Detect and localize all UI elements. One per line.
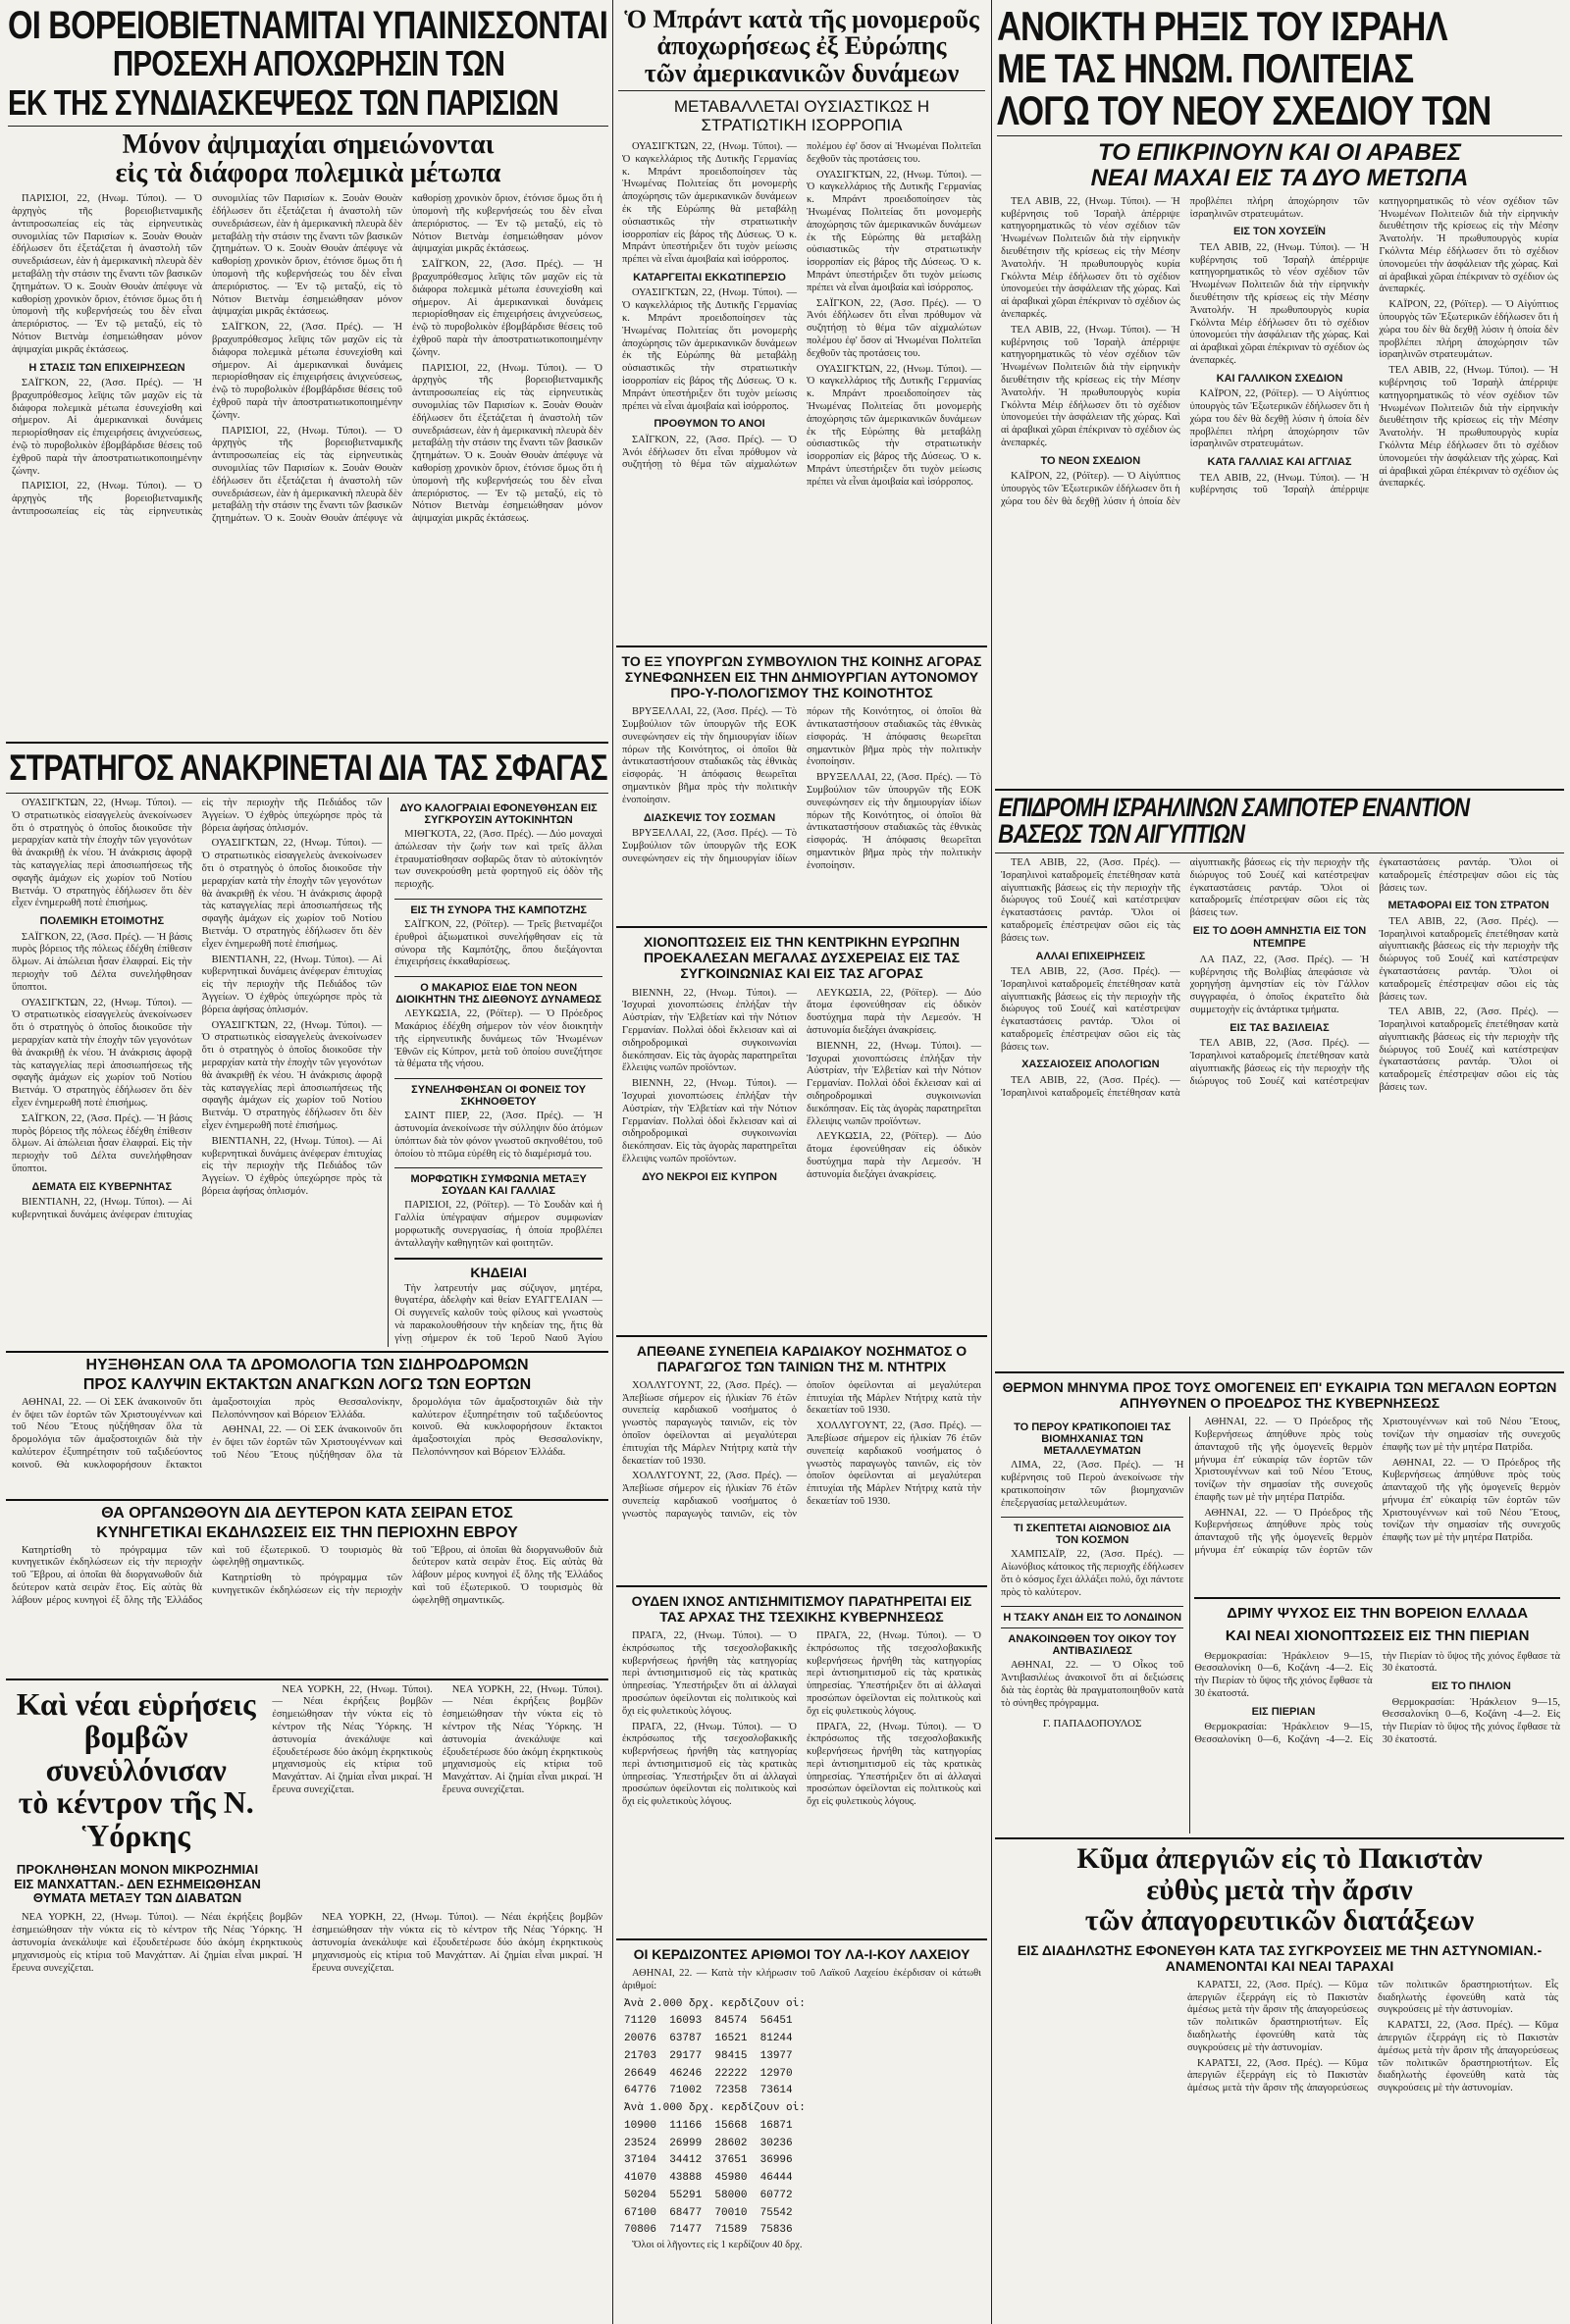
pakistan-subheadline: ΕΙΣ ΔΙΑΔΗΛΩΤΗΣ ΕΦΟΝΕΥΘΗ ΚΑΤΑ ΤΑΣ ΣΥΓΚΡΟΥΣΕΙΣ ΜΕ ΤΗΝ ΑΣΤΥΝΟΜΙΑΝ.- ΑΝΑΜΕΝΟΝΤΑΙ ΚΑΙ ΝΕΑΙ ΤΑΡΑΧΑΙ <box>1017 1941 1543 1974</box>
article-text: ΠΡΑΓΑ, 22, (Ηνωμ. Τύποι). — Ὁ ἐκπρόσωπος τῆς τσεχοσλοβακικῆς κυβερνήσεως ἠρνήθη τὰς κατηγορίας περὶ ἀντισημιτισμοῦ εἰς τὰς κρατικὰς ὑπηρεσίας. Ὑπεστήριξεν ὅτι αἱ ἀλλαγαὶ προσώπων ὀφείλονται εἰς πολιτικοὺς καὶ ὄχι εἰς φυλετικοὺς λόγους. <box>807 1721 981 1808</box>
subheading: ΚΑΤΑ ΓΑΛΛΙΑΣ ΚΑΙ ΑΓΓΛΙΑΣ <box>1207 456 1352 469</box>
short-news-title: ΤΙ ΣΚΕΠΤΕΤΑΙ ΑΙΩΝΟΒΙΟΣ ΔΙΑ ΤΟΝ ΚΟΣΜΟΝ <box>1014 1523 1172 1547</box>
common-market-headline: ΤΟ ΕΞ ΥΠΟΥΡΓΩΝ ΣΥΜΒΟΥΛΙΟΝ ΤΗΣ ΚΟΙΝΗΣ ΑΓΟΡΑΣ ΣΥΝΕΦΩΝΗΣΕΝ ΕΙΣ ΤΗΝ ΔΗΜΙΟΥΡΓΙΑΝ ΑΥΤΟΝΟΜΟΥ ΠΡΟ-Υ-ΠΟΛΟΓΙΣΜΟΥ ΤΗΣ ΚΟΙΝΟΤΗΤΟΣ <box>621 652 982 701</box>
article-text: ΟΥΑΣΙΓΚΤΩΝ, 22, (Ηνωμ. Τύποι). — Ὁ καγκελλάριος τῆς Δυτικῆς Γερμανίας κ. Μπράντ προειδοποίησεν τὰς Ἡνωμένας Πολιτείας ὅτι μονομερὴς ἀποχώρησις τῶν ἀμερικανικῶν δυνάμεων ἐκ τῆς Εὐρώπης θὰ μεταβάλῃ οὐσιαστικῶς τὴν στρατιωτικὴν ἰσορροπίαν εἰς βάρος τῆς Δύσεως. Ὁ κ. Μπράντ ὑπεστήριξεν ὅτι τυχὸν μείωσις πρέπει νὰ εἶναι ἀμοιβαία καὶ ἰσόρροπος. <box>622 140 797 266</box>
short-news-column <box>995 1417 1189 1833</box>
article-text: Θερμοκρασίαι: Ἡράκλειον 9—15, Θεσσαλονίκη 0—6, Κοζάνη -4—2. Εἰς τὴν Πιερίαν τὸ ὕψος τῆς χιόνος ἔφθασε τὰ 30 ἑκατοστά. <box>1382 1696 1560 1745</box>
israel-deck-1: ΤΟ ΕΠΙΚΡΙΝΟΥΝ ΚΑΙ ΟΙ ΑΡΑΒΕΣ <box>1097 139 1462 167</box>
article-body <box>6 1545 608 1675</box>
article-text: Θερμοκρασίαι: Ἡράκλειον 9—15, Θεσσαλονίκη 0—6, Κοζάνη -4—2. Εἰς τὴν Πιερίαν τὸ ὕψος τῆς χιόνος ἔφθασε τὰ 30 ἑκατοστά. <box>1194 1650 1373 1699</box>
article-text: ΒΙΕΝΝΗ, 22, (Ηνωμ. Τύποι). — Ἰσχυραὶ χιονοπτώσεις ἐπλήξαν τὴν Αὐστρίαν, τὴν Ἑλβετίαν καὶ τὴν Νότιον Γερμανίαν. Πολλαὶ ὁδοὶ ἔκλεισαν καὶ αἱ σιδηροδρομικαὶ συγκοινωνίαι διεκόπησαν. Εἰς τὰς ἀγορὰς παρατηρεῖται ἔλλειψις νωπῶν προϊόντων. <box>622 1078 797 1164</box>
article-text: ΒΙΕΝΝΗ, 22, (Ηνωμ. Τύποι). — Ἰσχυραὶ χιονοπτώσεις ἐπλήξαν τὴν Αὐστρίαν, τὴν Ἑλβετίαν καὶ τὴν Νότιον Γερμανίαν. Πολλαὶ ὁδοὶ ἔκλεισαν καὶ αἱ σιδηροδρομικαὶ συγκοινωνίαι διεκόπησαν. Εἰς τὰς ἀγορὰς παρατηρεῖται ἔλλειψις νωπῶν προϊόντων. <box>622 987 797 1074</box>
column-rule <box>991 0 992 2324</box>
lottery-row: 70806 71477 71589 75836 <box>624 2224 793 2237</box>
pakistan-headline-3: τῶν ἀπαγορευτικῶν διατάξεων <box>1084 1904 1475 1937</box>
article-text: ΒΡΥΞΕΛΛΑΙ, 22, (Ἀσσ. Πρές). — Τὸ Συμβούλιον τῶν ὑπουργῶν τῆς ΕΟΚ συνεφώνησεν εἰς τὴν δημιουργίαν ἰδίων πόρων τῆς Κοινότητος, οἱ ὁποῖοι θὰ ἀντικαταστήσουν σταδιακῶς τὰς ἐθνικὰς εἰσφοράς. Ἡ ἀπόφασις θεωρεῖται σημαντικὸν βῆμα πρὸς τὴν πολιτικὴν ἑνοποίησιν. <box>622 706 797 805</box>
article-text: ΒΙΕΝΤΙΑΝΗ, 22, (Ηνωμ. Τύποι). — Αἱ κυβερνητικαὶ δυνάμεις ἀνέφεραν ἐπιτυχίας εἰς τὴν περιοχὴν τῆς Πεδιάδος τῶν Ἀγγείων. Ὁ ἐχθρὸς ὑπεχώρησε πρὸς τὰ βόρεια ἀφήσας ὀπλισμόν. <box>201 1135 383 1197</box>
article-body <box>616 1380 987 1581</box>
article-text: ΣΑΪΓΚΟΝ, 22, (Ἀσσ. Πρές). — Ἡ βραχυπρόθεσμος λεῖψις τῶν μαχῶν εἰς τὰ διάφορα πολεμικὰ μέτωπα ἐσυνεχίσθη καὶ σήμερον. Αἱ ἀμερικανικαὶ δυνάμεις περιορίσθησαν εἰς ἐπιχειρήσεις ἀνιχνεύσεως, ἐνῷ τὸ πυροβολικὸν ἐβομβάρδισε θέσεις τοῦ ἐχθροῦ παρὰ τὴν ἀποστρατιωτικοποιημένην ζώνην. <box>212 322 402 421</box>
article-body <box>6 1912 608 2059</box>
article-body <box>1001 1660 1183 1713</box>
article-body <box>616 988 987 1331</box>
article-body <box>6 798 388 1347</box>
short-news-title: ΔΥΟ ΚΑΛΟΓΡΑΙΑΙ ΕΦΟΝΕΥΘΗΣΑΝ ΕΙΣ ΣΥΓΚΡΟΥΣΙΝ ΑΥΤΟΚΙΝΗΤΩΝ <box>399 802 598 827</box>
article-text: ΤΕΛ ΑΒΙΒ, 22, (Ἀσσ. Πρές). — Ἰσραηλινοὶ καταδρομεῖς ἐπετέθησαν κατὰ αἰγυπτιακῆς βάσεως εἰς τὴν περιοχὴν τῆς διώρυγος τοῦ Σουέζ καὶ κατέστρεψαν ἐγκαταστάσεις ραντάρ. Ὅλοι οἱ καταδρομεῖς ἐπέστρεψαν σῶοι εἰς τὰς βάσεις των. <box>1379 1007 1558 1094</box>
short-news-column <box>389 798 608 1347</box>
bombs-headline-2: συνεὑλόνισαν <box>45 1751 227 1787</box>
subheading: ΔΥΟ ΝΕΚΡΟΙ ΕΙΣ ΚΥΠΡΟΝ <box>642 1170 777 1183</box>
article-text: ΛΕΥΚΩΣΙΑ, 22, (Ρόϊτερ). — Δύο ἄτομα ἐφονεύθησαν εἰς ὁδικὸν δυστύχημα παρὰ τὴν Λεμεσόν. Ἡ ἀστυνομία διεξάγει ἀνακρίσεις. <box>807 987 981 1036</box>
article-text: ΒΡΥΞΕΛΛΑΙ, 22, (Ἀσσ. Πρές). — Τὸ Συμβούλιον τῶν ὑπουργῶν τῆς ΕΟΚ συνεφώνησεν εἰς τὴν δημιουργίαν ἰδίων πόρων τῆς Κοινότητος, οἱ ὁποῖοι θὰ ἀντικαταστήσουν σταδιακῶς τὰς ἐθνικὰς εἰσφοράς. Ἡ ἀπόφασις θεωρεῖται σημαντικὸν βῆμα πρὸς τὴν πολιτικὴν ἑνοποίησιν. <box>622 706 981 864</box>
brandt-headline-1: Ὁ Μπράντ κατὰ τῆς μονομεροῦς <box>624 5 979 33</box>
section-headline-hunting-2: ΚΥΝΗΓΕΤΙΚΑΙ ΕΚΔΗΛΩΣΕΙΣ ΕΙΣ ΤΗΝ ΠΕΡΙΟΧΗΝ ΕΒΡΟΥ <box>96 1524 518 1542</box>
article-text: Κατηρτίσθη τὸ πρόγραμμα τῶν κυνηγετικῶν ἐκδηλώσεων εἰς τὴν περιοχὴν τοῦ Ἕβρου, αἱ ὁποῖαι θὰ διοργανωθοῦν διὰ δεύτερον κατὰ σειρὰν ἔτος. Εἰς αὐτὰς θὰ λάβουν μέρος κυνηγοὶ ἐξ ὅλης τῆς Ἑλλάδος καὶ τοῦ ἐξωτερικοῦ. Ὁ τουρισμὸς θὰ ὠφεληθῇ σημαντικῶς. <box>212 1544 602 1606</box>
article-text: ΛΕΥΚΩΣΙΑ, 22, (Ρόϊτερ). — Δύο ἄτομα ἐφονεύθησαν εἰς ὁδικὸν δυστύχημα παρὰ τὴν Λεμεσόν. Ἡ ἀστυνομία διεξάγει ἀνακρίσεις. <box>807 1131 981 1180</box>
article-text: ΒΙΕΝΤΙΑΝΗ, 22, (Ηνωμ. Τύποι). — Αἱ κυβερνητικαὶ δυνάμεις ἀνέφεραν ἐπιτυχίας εἰς τὴν περιοχὴν τῆς Πεδιάδος τῶν Ἀγγείων. Ὁ ἐχθρὸς ὑπεχώρησε πρὸς τὰ βόρεια ἀφήσας ὀπλισμόν. <box>12 798 383 1220</box>
article-text: ΠΡΑΓΑ, 22, (Ηνωμ. Τύποι). — Ὁ ἐκπρόσωπος τῆς τσεχοσλοβακικῆς κυβερνήσεως ἠρνήθη τὰς κατηγορίας περὶ ἀντισημιτισμοῦ εἰς τὰς κρατικὰς ὑπηρεσίας. Ὑπεστήριξεν ὅτι αἱ ἀλλαγαὶ προσώπων ὀφείλονται εἰς πολιτικοὺς καὶ ὄχι εἰς φυλετικοὺς λόγους. <box>807 1629 981 1717</box>
article-text: ΤΕΛ ΑΒΙΒ, 22, (Ηνωμ. Τύποι). — Ἡ κυβέρνησις τοῦ Ἰσραὴλ ἀπέρριψε κατηγορηματικῶς τὸ νέον σχέδιον τῶν Ἡνωμένων Πολιτειῶν διὰ τὴν εἰρηνικὴν διευθέτησιν τῆς κρίσεως εἰς τὴν Μέσην Ἀνατολήν. Ἡ πρωθυπουργὸς κυρία Γκόλντα Μέιρ ἐδήλωσεν ὅτι τὸ σχέδιον ὑπονομεύει τὴν ἀσφάλειαν τῆς χώρας. Καὶ αἱ ἀραβικαὶ χῶραι ἐπέκριναν τὸ σχέδιον ὡς ἀνεπαρκές. <box>1379 365 1558 490</box>
article-text: ΚΑΡΑΤΣΙ, 22, (Ἀσσ. Πρές). — Κῦμα ἀπεργιῶν ἐξερράγη εἰς τὸ Πακιστὰν ἀμέσως μετὰ τὴν ἄρσιν τῆς ἀπαγορεύσεως τῶν πολιτικῶν δραστηριοτήτων. Εἷς διαδηλωτὴς ἐφονεύθη κατὰ τὰς συγκρούσεις μὲ τὴν ἀστυνομίαν. <box>1378 2020 1558 2094</box>
short-news-title: ΣΥΝΕΛΗΦΘΗΣΑΝ ΟΙ ΦΟΝΕΙΣ ΤΟΥ ΣΚΗΝΟΘΕΤΟΥ <box>411 1084 587 1109</box>
lottery-row: 21703 29177 98415 13977 <box>624 2049 793 2062</box>
article-body <box>1194 1417 1560 1593</box>
israel-headline-1: ΑΝΟΙΚΤΗ ΡΗΞΙΣ ΤΟΥ ΙΣΡΑΗΛ <box>997 3 1447 49</box>
article-text: ΧΟΛΛΥΓΟΥΝΤ, 22, (Ἀσσ. Πρές). — Ἀπεβίωσε σήμερον εἰς ἡλικίαν 76 ἐτῶν συνεπείᾳ καρδιακοῦ νοσήματος ὁ γνωστὸς παραγωγὸς ταινιῶν, εἰς τὸν ὁποῖον ὀφείλονται αἱ μεγαλύτεραι ἐπιτυχίαι τῆς Μάρλεν Ντήτριχ κατὰ τὴν δεκαετίαν τοῦ 1930. <box>807 1420 981 1507</box>
subheading: Η ΣΤΑΣΙΣ ΤΩΝ ΕΠΙΧΕΙΡΗΣΕΩΝ <box>28 361 185 374</box>
article-text: ΝΕΑ ΥΟΡΚΗ, 22, (Ηνωμ. Τύποι). — Νέαι ἐκρήξεις βομβῶν ἐσημειώθησαν τὴν νύκτα εἰς τὸ κέντρον τῆς Νέας Ὑόρκης. Ἡ ἀστυνομία ἀνεκάλυψε καὶ ἐξουδετέρωσε δύο ἀκόμη ἐκρηκτικοὺς μηχανισμοὺς εἰς κτίρια τοῦ Μανχάτταν. Αἱ ζημίαι εἶναι μικραί. Ἡ ἔρευνα συνεχίζεται. <box>442 1683 602 1795</box>
article-body <box>1001 1549 1183 1602</box>
left-top-headline <box>6 0 608 187</box>
article-text: ΣΑΪΓΚΟΝ, 22, (Ἀσσ. Πρές). — Ἡ βραχυπρόθεσμος λεῖψις τῶν μαχῶν εἰς τὰ διάφορα πολεμικὰ μέτωπα ἐσυνεχίσθη καὶ σήμερον. Αἱ ἀμερικανικαὶ δυνάμεις περιορίσθησαν εἰς ἐπιχειρήσεις ἀνιχνεύσεως, ἐνῷ τὸ πυροβολικὸν ἐβομβάρδισε θέσεις τοῦ ἐχθροῦ παρὰ τὴν ἀποστρατιωτικοποιημένην ζώνην. <box>412 259 602 358</box>
subheading: ΤΟ ΝΕΟΝ ΣΧΕΔΙΟΝ <box>1040 454 1141 467</box>
deck-line-2: εἰς τὰ διάφορα πολεμικὰ μέτωπα <box>115 157 501 188</box>
article-text: ΟΥΑΣΙΓΚΤΩΝ, 22, (Ηνωμ. Τύποι). — Ὁ στρατιωτικὸς εἰσαγγελεὺς ἀνεκοίνωσεν ὅτι ὁ στρατηγὸς ὁ ὁποῖος διοικοῦσε τὴν μεραρχίαν κατὰ τὴν ἐποχὴν τῶν γεγονότων θὰ ἀνακριθῇ ἐκ νέου. Ἡ ἀνάκρισις ἀφορᾷ τὰς καταγγελίας περὶ ἀποσιωπήσεως τῆς σφαγῆς ἀμάχων εἰς χωρίον τοῦ Νοτίου Βιετνάμ. Ὁ στρατηγὸς ἐδήλωσεν ὅτι δὲν εἶχεν ἐνημερωθῆ ποτὲ ἐπισήμως. <box>201 1019 383 1131</box>
article-text: ΠΑΡΙΣΙΟΙ, 22, (Ηνωμ. Τύποι). — Ὁ ἀρχηγὸς τῆς βορειοβιετναμικῆς ἀντιπροσωπείας εἰς τὰς εἰρηνευτικὰς συνομιλίας τῶν Παρισίων κ. Ξουὰν Θουὰν ἐδήλωσεν ὅτι ἐξετάζεται ἡ ἀναστολὴ τῶν συνεδριάσεων, ἐὰν ἡ ἀμερικανικὴ πλευρὰ δὲν μεταβάλῃ τὴν στάσιν της ἔναντι τῶν βασικῶν ζητημάτων. Ὁ κ. Ξουὰν Θουὰν ἀπέφυγε νὰ καθορίσῃ χρονικὸν ὅριον, ἐτόνισε ὅμως ὅτι ἡ ὑπομονὴ τῆς κυβερνήσεώς του δὲν εἶναι ἀπεριόριστος. — Ἐν τῷ μεταξύ, εἰς τὸ Νότιον Βιετνὰμ ἐσημειώθησαν μόνον ἀψιμαχίαι μικρᾶς ἐκτάσεως. <box>412 362 602 525</box>
article-body <box>394 919 602 972</box>
lottery-row: 26649 46246 22222 12970 <box>624 2067 793 2080</box>
article-text: ΟΥΑΣΙΓΚΤΩΝ, 22, (Ηνωμ. Τύποι). — Ὁ καγκελλάριος τῆς Δυτικῆς Γερμανίας κ. Μπράντ προειδοποίησεν τὰς Ἡνωμένας Πολιτείας ὅτι μονομερὴς ἀποχώρησις τῶν ἀμερικανικῶν δυνάμεων ἐκ τῆς Εὐρώπης θὰ μεταβάλῃ οὐσιαστικῶς τὴν στρατιωτικὴν ἰσορροπίαν εἰς βάρος τῆς Δύσεως. Ὁ κ. Μπράντ ὑπεστήριξεν ὅτι τυχὸν μείωσις πρέπει νὰ εἶναι ἀμοιβαία καὶ ἰσόρροπος. <box>807 169 981 293</box>
subheading: ΧΑΣΣΑΙΟΣΕΙΣ ΑΠΟΛΟΓΙΩΝ <box>1021 1059 1160 1071</box>
article-body <box>616 141 987 642</box>
deck-line-1: Μόνον ἀψιμαχίαι σημειώνονται <box>122 129 495 160</box>
article-text: ΑΘΗΝΑΙ, 22. — Ὁ Οἶκος τοῦ Ἀντιβασιλέως ἀνακοινοῖ ὅτι αἱ δεξιώσεις διὰ τὰς ἑορτὰς θὰ πραγματοποιηθοῦν κατὰ τὸ σύνηθες πρόγραμμα. <box>1001 1660 1184 1709</box>
subheading: ΕΙΣ ΤΟ ΠΗΛΙΟΝ <box>1431 1680 1511 1693</box>
article-text: ΚΑΡΑΤΣΙ, 22, (Ἀσσ. Πρές). — Κῦμα ἀπεργιῶν ἐξερράγη εἰς τὸ Πακιστὰν ἀμέσως μετὰ τὴν ἄρσιν τῆς ἀπαγορεύσεως τῶν πολιτικῶν δραστηριοτήτων. Εἷς διαδηλωτὴς ἐφονεύθη κατὰ τὰς συγκρούσεις μὲ τὴν ἀστυνομίαν. <box>1187 1979 1558 2094</box>
article-text: ΣΑΪΓΚΟΝ, 22, (Ἀσσ. Πρές). — Ἡ βάσις πυρὸς βόρειος τῆς πόλεως ἐδέχθη ἐπίθεσιν ὅλμων. Αἱ ἀπώλειαι ἦσαν ἐλαφραί. Εἰς τὴν περιοχὴν τοῦ Δέλτα συνελήφθησαν ὕποπτοι. <box>12 931 192 993</box>
article-text: ΤΕΛ ΑΒΙΒ, 22, (Ἀσσ. Πρές). — Ἰσραηλινοὶ καταδρομεῖς ἐπετέθησαν κατὰ αἰγυπτιακῆς βάσεως εἰς τὴν περιοχὴν τῆς διώρυγος τοῦ Σουέζ καὶ κατέστρεψαν ἐγκαταστάσεις ραντάρ. Ὅλοι οἱ καταδρομεῖς ἐπέστρεψαν σῶοι εἰς τὰς βάσεις των. <box>1001 856 1180 944</box>
article-body <box>266 1684 608 1832</box>
article-text: ΣΑΪΓΚΟΝ, 22, (Ἀσσ. Πρές). — Ἡ βραχυπρόθεσμος λεῖψις τῶν μαχῶν εἰς τὰ διάφορα πολεμικὰ μέτωπα ἐσυνεχίσθη καὶ σήμερον. Αἱ ἀμερικανικαὶ δυνάμεις περιορίσθησαν εἰς ἐπιχειρήσεις ἀνιχνεύσεως, ἐνῷ τὸ πυροβολικὸν ἐβομβάρδισε θέσεις τοῦ ἐχθροῦ παρὰ τὴν ἀποστρατιωτικοποιημένην ζώνην. <box>12 378 202 477</box>
article-text: ΑΘΗΝΑΙ, 22. — Οἱ ΣΕΚ ἀνακοινοῦν ὅτι ἐν ὄψει τῶν ἑορτῶν τῶν Χριστουγέννων καὶ τοῦ Νέου Ἔτους ηὐξήθησαν ὅλα τὰ δρομολόγια τῶν ἀμαξοστοιχιῶν διὰ τὴν καλύτερον ἐξυπηρέτησιν τοῦ ταξιδεύοντος κοινοῦ. Θὰ κυκλοφορήσουν ἔκτακτοι ἀμαξοστοιχίαι πρὸς Θεσσαλονίκην, Πελοπόννησον καὶ Βόρειον Ἑλλάδα. <box>212 1396 602 1461</box>
brandt-headline-2: ἀποχωρήσεως ἐξ Εὐρώπης <box>656 31 947 61</box>
subheading: ΕΙΣ ΤΑΣ ΒΑΣΙΛΕΙΑΣ <box>1230 1021 1330 1034</box>
article-text: ΣΑΪΓΚΟΝ, 22, (Ρόϊτερ). — Τρεῖς βιετναμέζοι ἐρυθροὶ ἀξιωματικοὶ συνελήφθησαν εἰς τὰ σύνορα τῆς Καμπότζης, ὅπου διεξάγονται ἐπιχειρήσεις ἐκκαθαρίσεως. <box>394 919 603 968</box>
article-text: ΧΟΛΛΥΓΟΥΝΤ, 22, (Ἀσσ. Πρές). — Ἀπεβίωσε σήμερον εἰς ἡλικίαν 76 ἐτῶν συνεπείᾳ καρδιακοῦ νοσήματος ὁ γνωστὸς παραγωγὸς ταινιῶν, εἰς τὸν ὁποῖον ὀφείλονται αἱ μεγαλύτεραι ἐπιτυχίαι τῆς Μάρλεν Ντήτριχ κατὰ τὴν δεκαετίαν τοῦ 1930. <box>622 1379 981 1520</box>
article-text: ΟΥΑΣΙΓΚΤΩΝ, 22, (Ηνωμ. Τύποι). — Ὁ στρατιωτικὸς εἰσαγγελεὺς ἀνεκοίνωσεν ὅτι ὁ στρατηγὸς ὁ ὁποῖος διοικοῦσε τὴν μεραρχίαν κατὰ τὴν ἐποχὴν τῶν γεγονότων θὰ ἀνακριθῇ ἐκ νέου. Ἡ ἀνάκρισις ἀφορᾷ τὰς καταγγελίας περὶ ἀποσιωπήσεως τῆς σφαγῆς ἀμάχων εἰς χωρίον τοῦ Νοτίου Βιετνάμ. Ὁ στρατηγὸς ἐδήλωσεν ὅτι δὲν εἶχεν ἐνημερωθῆ ποτὲ ἐπισήμως. <box>201 838 383 950</box>
lottery-row: 50204 55291 58000 60772 <box>624 2189 793 2201</box>
lottery-row: 41070 43888 45980 46444 <box>624 2172 793 2185</box>
article-text: ΟΥΑΣΙΓΚΤΩΝ, 22, (Ηνωμ. Τύποι). — Ὁ στρατιωτικὸς εἰσαγγελεὺς ἀνεκοίνωσεν ὅτι ὁ στρατηγὸς ὁ ὁποῖος διοικοῦσε τὴν μεραρχίαν κατὰ τὴν ἐποχὴν τῶν γεγονότων θὰ ἀνακριθῇ ἐκ νέου. Ἡ ἀνάκρισις ἀφορᾷ τὰς καταγγελίας περὶ ἀποσιωπήσεως τῆς σφαγῆς ἀμάχων εἰς χωρίον τοῦ Νοτίου Βιετνάμ. Ὁ στρατηγὸς ἐδήλωσεν ὅτι δὲν εἶχεν ἐνημερωθῆ ποτὲ ἐπισήμως. <box>12 997 192 1109</box>
obituaries-body <box>394 1283 602 1347</box>
israel-headline-3: ΛΟΓΩ ΤΟΥ ΝΕΟΥ ΣΧΕΔΙΟΥ ΤΩΝ <box>997 86 1492 133</box>
section-headline-general: ΣΤΡΑΤΗΓΟΣ ΑΝΑΚΡΙΝΕΤΑΙ ΔΙΑ ΤΑΣ ΣΦΑΓΑΣ <box>9 748 607 789</box>
left-column <box>6 0 608 2059</box>
article-text: ΣΑΙΝΤ ΠΙΕΡ, 22, (Ἀσσ. Πρές). — Ἡ ἀστυνομία ἀνεκοίνωσε τὴν σύλληψιν δύο ἀτόμων ὑπόπτων διὰ τὸν φόνον γνωστοῦ σκηνοθέτου, τοῦ ὁποίου τὸ πτῶμα εὑρέθη εἰς τὸ διαμέρισμά του. <box>394 1110 603 1160</box>
article-text: ΠΑΡΙΣΙΟΙ, 22, (Ηνωμ. Τύποι). — Ὁ ἀρχηγὸς τῆς βορειοβιετναμικῆς ἀντιπροσωπείας εἰς τὰς εἰρηνευτικὰς συνομιλίας τῶν Παρισίων κ. Ξουὰν Θουὰν ἐδήλωσεν ὅτι ἐξετάζεται ἡ ἀναστολὴ τῶν συνεδριάσεων, ἐὰν ἡ ἀμερικανικὴ πλευρὰ δὲν μεταβάλῃ τὴν στάσιν της ἔναντι τῶν βασικῶν ζητημάτων. Ὁ κ. Ξουὰν Θουὰν ἀπέφυγε νὰ καθορίσῃ χρονικὸν ὅριον, ἐτόνισε ὅμως ὅτι ἡ ὑπομονὴ τῆς κυβερνήσεώς του δὲν εἶναι ἀπεριόριστος. — Ἐν τῷ μεταξύ, εἰς τὸ Νότιον Βιετνὰμ ἐσημειώθησαν μόνον ἀψιμαχίαι μικρᾶς ἐκτάσεως. <box>12 193 202 355</box>
lottery-row: 64776 71002 72358 73614 <box>624 2085 793 2097</box>
article-text: ΧΟΛΛΥΓΟΥΝΤ, 22, (Ἀσσ. Πρές). — Ἀπεβίωσε σήμερον εἰς ἡλικίαν 76 ἐτῶν συνεπείᾳ καρδιακοῦ νοσήματος ὁ γνωστὸς παραγωγὸς ταινιῶν, εἰς τὸν ὁποῖον ὀφείλονται αἱ μεγαλύτεραι ἐπιτυχίαι τῆς Μάρλεν Ντήτριχ κατὰ τὴν δεκαετίαν τοῦ 1930. <box>622 1379 797 1467</box>
article-text: ΒΙΕΝΝΗ, 22, (Ηνωμ. Τύποι). — Ἰσχυραὶ χιονοπτώσεις ἐπλήξαν τὴν Αὐστρίαν, τὴν Ἑλβετίαν καὶ τὴν Νότιον Γερμανίαν. Πολλαὶ ὁδοὶ ἔκλεισαν καὶ αἱ σιδηροδρομικαὶ συγκοινωνίαι διεκόπησαν. Εἰς τὰς ἀγορὰς παρατηρεῖται ἔλλειψις νωπῶν προϊόντων. <box>807 1040 981 1127</box>
headline-line-3: ΕΚ ΤΗΣ ΣΥΝΔΙΑΣΚΕΨΕΩΣ ΤΩΝ ΠΑΡΙΣΙΩΝ <box>8 81 558 123</box>
lottery-row: Ἀνὰ 1.000 δρχ. κερδίζουν οἱ: <box>624 2102 806 2115</box>
article-text: ΤΕΛ ΑΒΙΒ, 22, (Ηνωμ. Τύποι). — Ἡ κυβέρνησις τοῦ Ἰσραὴλ ἀπέρριψε κατηγορηματικῶς τὸ νέον σχέδιον τῶν Ἡνωμένων Πολιτειῶν διὰ τὴν εἰρηνικὴν διευθέτησιν τῆς κρίσεως εἰς τὴν Μέσην Ἀνατολήν. Ἡ πρωθυπουργὸς κυρία Γκόλντα Μέιρ ἐδήλωσεν ὅτι τὸ σχέδιον ὑπονομεύει τὴν ἀσφάλειαν τῆς χώρας. Καὶ αἱ ἀραβικαὶ χῶραι ἐπέκριναν τὸ σχέδιον ὡς ἀνεπαρκές. <box>1001 195 1180 321</box>
article-text: ΤΕΛ ΑΒΙΒ, 22, (Ἀσσ. Πρές). — Ἰσραηλινοὶ καταδρομεῖς ἐπετέθησαν κατὰ αἰγυπτιακῆς βάσεως εἰς τὴν περιοχὴν τῆς διώρυγος τοῦ Σουέζ καὶ κατέστρεψαν ἐγκαταστάσεις ραντάρ. Ὅλοι οἱ καταδρομεῖς ἐπέστρεψαν σῶοι εἰς τὰς βάσεις των. <box>1379 915 1558 1003</box>
article-body <box>394 1008 602 1074</box>
article-text: ΛΕΥΚΩΣΙΑ, 22, (Ρόϊτερ). — Ὁ Πρόεδρος Μακάριος ἐδέχθη σήμερον τὸν νέον διοικητὴν τῆς εἰρηνευτικῆς δυνάμεως τῶν Ἡνωμένων Ἐθνῶν εἰς Κύπρον, μετὰ τοῦ ὁποίου συνεζήτησε τὰ θέματα τῆς νήσου. <box>394 1008 603 1070</box>
lottery-row: 10900 11166 15668 16871 <box>624 2119 793 2132</box>
article-body <box>1001 1460 1183 1513</box>
article-text: ΚΑΪΡΟΝ, 22, (Ρόϊτερ). — Ὁ Αἰγύπτιος ὑπουργὸς τῶν Ἐξωτερικῶν ἐδήλωσεν ὅτι ἡ χώρα του δὲν θὰ δεχθῇ λύσιν ἡ ὁποία δὲν προβλέπει πλήρη ἀποχώρησιν τῶν ἰσραηλινῶν στρατευμάτων. <box>1001 195 1370 507</box>
article-text: ΝΕΑ ΥΟΡΚΗ, 22, (Ηνωμ. Τύποι). — Νέαι ἐκρήξεις βομβῶν ἐσημειώθησαν τὴν νύκτα εἰς τὸ κέντρον τῆς Νέας Ὑόρκης. Ἡ ἀστυνομία ἀνεκάλυψε καὶ ἐξουδετέρωσε δύο ἀκόμη ἐκρηκτικοὺς μηχανισμοὺς εἰς κτίρια τοῦ Μανχάτταν. Αἱ ζημίαι εἶναι μικραί. Ἡ ἔρευνα συνεχίζεται. <box>12 1912 302 1974</box>
article-text: ΚΑΡΑΤΣΙ, 22, (Ἀσσ. Πρές). — Κῦμα ἀπεργιῶν ἐξερράγη εἰς τὸ Πακιστὰν ἀμέσως μετὰ τὴν ἄρσιν τῆς ἀπαγορεύσεως τῶν πολιτικῶν δραστηριοτήτων. Εἷς διαδηλωτὴς ἐφονεύθη κατὰ τὰς συγκρούσεις μὲ τὴν ἀστυνομίαν. <box>1187 1979 1368 2053</box>
article-text: ΑΘΗΝΑΙ, 22. — Κατὰ τὴν κλήρωσιν τοῦ Λαϊκοῦ Λαχείου ἐκέρδισαν οἱ κάτωθι ἀριθμοί: <box>622 1968 981 1991</box>
article-body <box>1181 1980 1564 2176</box>
article-body <box>1194 1651 1560 1808</box>
article-text: ΤΕΛ ΑΒΙΒ, 22, (Ηνωμ. Τύποι). — Ἡ κυβέρνησις τοῦ Ἰσραὴλ ἀπέρριψε κατηγορηματικῶς τὸ νέον σχέδιον τῶν Ἡνωμένων Πολιτειῶν διὰ τὴν εἰρηνικὴν διευθέτησιν τῆς κρίσεως εἰς τὴν Μέσην Ἀνατολήν. Ἡ πρωθυπουργὸς κυρία Γκόλντα Μέιρ ἐδήλωσεν ὅτι τὸ σχέδιον ὑπονομεύει τὴν ἀσφάλειαν τῆς χώρας. Καὶ αἱ ἀραβικαὶ χῶραι ἐπέκριναν τὸ σχέδιον ὡς ἀνεπαρκές. <box>1189 241 1370 367</box>
headline-line-1: ΟΙ ΒΟΡΕΙΟΒΙΕΤΝΑΜΙΤΑΙ ΥΠΑΙΝΙΣΣΟΝΤΑΙ <box>8 4 608 47</box>
israel-deck-2: ΝΕΑΙ ΜΑΧΑΙ ΕΙΣ ΤΑ ΔΥΟ ΜΕΤΩΠΑ <box>1090 164 1469 191</box>
article-text: ΑΘΗΝΑΙ, 22. — Ὁ Πρόεδρος τῆς Κυβερνήσεως ἀπηύθυνε πρὸς τοὺς ἀπανταχοῦ τῆς γῆς ὁμογενεῖς θερμὸν μήνυμα ἐπ' εὐκαιρίᾳ τῶν ἑορτῶν τῶν Χριστουγέννων καὶ τοῦ Νέου Ἔτους, τονίζων τὴν σημασίαν τῆς συνεχοῦς ἐπαφῆς των μὲ τὴν μητέρα Πατρίδα. <box>1194 1417 1373 1503</box>
pakistan-headline-2: εὐθὺς μετὰ τὴν ἄρσιν <box>1146 1873 1413 1906</box>
article-text: ΛΙΜΑ, 22, (Ἀσσ. Πρές). — Ἡ κυβέρνησις τοῦ Περοὺ ἀνεκοίνωσε τὴν κρατικοποίησιν τῶν βιομηχανιῶν ἐπεξεργασίας μεταλλευμάτων. <box>1001 1460 1184 1509</box>
israel-headline-2: ΜΕ ΤΑΣ ΗΝΩΜ. ΠΟΛΙΤΕΙΑΣ <box>997 44 1414 91</box>
article-body <box>995 196 1564 785</box>
snowfall-headline: ΧΙΟΝΟΠΤΩΣΕΙΣ ΕΙΣ ΤΗΝ ΚΕΝΤΡΙΚΗΝ ΕΥΡΩΠΗΝ ΠΡΟΕΚΑΛΕΣΑΝ ΜΕΓΑΛΑΣ ΔΥΣΧΕΡΕΙΑΣ ΕΙΣ ΤΑΣ ΣΥΓΚΟΙΝΩΝΙΑΣ ΚΑΙ ΕΙΣ ΤΑΣ ΑΓΟΡΑΣ <box>643 934 961 982</box>
article-text: ΑΘΗΝΑΙ, 22. — Ὁ Πρόεδρος τῆς Κυβερνήσεως ἀπηύθυνε πρὸς τοὺς ἀπανταχοῦ τῆς γῆς ὁμογενεῖς θερμὸν μήνυμα ἐπ' εὐκαιρίᾳ τῶν ἑορτῶν τῶν Χριστουγέννων καὶ τοῦ Νέου Ἔτους, τονίζων τὴν σημασίαν τῆς συνεχοῦς ἐπαφῆς των μὲ τὴν μητέρα Πατρίδα. <box>1382 1457 1560 1544</box>
obituaries-title: ΚΗΔΕΙΑΙ <box>470 1264 527 1280</box>
article-text: ΠΑΡΙΣΙΟΙ, 22, (Ηνωμ. Τύποι). — Ὁ ἀρχηγὸς τῆς βορειοβιετναμικῆς ἀντιπροσωπείας εἰς τὰς εἰρηνευτικὰς συνομιλίας τῶν Παρισίων κ. Ξουὰν Θουὰν ἐδήλωσεν ὅτι ἐξετάζεται ἡ ἀναστολὴ τῶν συνεδριάσεων, ἐὰν ἡ ἀμερικανικὴ πλευρὰ δὲν μεταβάλῃ τὴν στάσιν της ἔναντι τῶν βασικῶν ζητημάτων. Ὁ κ. Ξουὰν Θουὰν ἀπέφυγε νὰ καθορίσῃ χρονικὸν ὅριον, ἐτόνισε ὅμως ὅτι ἡ ὑπομονὴ τῆς κυβερνήσεώς του δὲν εἶναι ἀπεριόριστος. — Ἐν τῷ μεταξύ, εἰς τὸ Νότιον Βιετνὰμ ἐσημειώθησαν μόνον ἀψιμαχίαι μικρᾶς ἐκτάσεως. <box>12 193 402 518</box>
right-column <box>995 0 1564 2176</box>
brandt-headline-3: τῶν ἀμερικανικῶν δυνάμεων <box>644 58 960 87</box>
cold-headline-2: ΚΑΙ ΝΕΑΙ ΧΙΟΝΟΠΤΩΣΕΙΣ ΕΙΣ ΤΗΝ ΠΙΕΡΙΑΝ <box>1225 1627 1530 1645</box>
article-text: ΟΥΑΣΙΓΚΤΩΝ, 22, (Ηνωμ. Τύποι). — Ὁ καγκελλάριος τῆς Δυτικῆς Γερμανίας κ. Μπράντ προειδοποίησεν τὰς Ἡνωμένας Πολιτείας ὅτι μονομερὴς ἀποχώρησις τῶν ἀμερικανικῶν δυνάμεων ἐκ τῆς Εὐρώπης θὰ μεταβάλῃ οὐσιαστικῶς τὴν στρατιωτικὴν ἰσορροπίαν εἰς βάρος τῆς Δύσεως. Ὁ κ. Μπράντ ὑπεστήριξεν ὅτι τυχὸν μείωσις πρέπει νὰ εἶναι ἀμοιβαία καὶ ἰσόρροπος. <box>807 363 981 488</box>
bombs-subheadline: ΠΡΟΚΛΗΘΗΣΑΝ ΜΟΝΟΝ ΜΙΚΡΟΖΗΜΙΑΙ ΕΙΣ ΜΑΝΧΑΤΤΑΝ.- ΔΕΝ ΕΣΗΜΕΙΩΘΗΣΑΝ ΘΥΜΑΤΑ ΜΕΤΑΞΥ ΤΩΝ ΔΙΑΒΑΤΩΝ <box>14 1861 261 1906</box>
obituary-text: Τὴν λατρευτήν μας σύζυγον, μητέρα, θυγατέρα, ἀδελφὴν καὶ θείαν ΕΥΑΓΓΕΛΙΑΝ — Οἱ συγγενεῖς καλοῦν τοὺς φίλους καὶ γνωστοὺς νὰ παρακολουθήσουν τὴν κηδείαν της, ἥτις θὰ γίνῃ σήμερον ἐκ τοῦ Ἱεροῦ Ναοῦ Ἁγίου <box>394 1282 603 1344</box>
lottery-row: 37104 34412 37651 36996 <box>624 2154 793 2167</box>
subheading: ΕΙΣ ΤΟ ΔΟΘΗ ΑΜΝΗΣΤΙΑ ΕΙΣ ΤΟΝ ΝΤΕΜΠΡΕ <box>1192 924 1367 951</box>
message-headline: ΘΕΡΜΟΝ ΜΗΝΥΜΑ ΠΡΟΣ ΤΟΥΣ ΟΜΟΓΕΝΕΙΣ ΕΠ' ΕΥΚΑΙΡΙΑ ΤΩΝ ΜΕΓΑΛΩΝ ΕΟΡΤΩΝ ΑΠΗΥΘΥΝΕΝ Ο ΠΡΟΕΔΡΟΣ ΤΗΣ ΚΥΒΕΡΝΗΣΕΩΣ <box>1002 1378 1557 1412</box>
subheading: ΠΟΛΕΜΙΚΗ ΕΤΟΙΜΟΤΗΣ <box>39 915 165 928</box>
article-text: ΤΕΛ ΑΒΙΒ, 22, (Ἀσσ. Πρές). — Ἰσραηλινοὶ καταδρομεῖς ἐπετέθησαν κατὰ αἰγυπτιακῆς βάσεως εἰς τὴν περιοχὴν τῆς διώρυγος τοῦ Σουέζ καὶ κατέστρεψαν ἐγκαταστάσεις ραντάρ. Ὅλοι οἱ καταδρομεῖς ἐπέστρεψαν σῶοι εἰς τὰς βάσεις των. <box>1001 856 1370 1099</box>
subheading: ΔΕΜΑΤΑ ΕΙΣ ΚΥΒΕΡΝΗΤΑΣ <box>31 1180 173 1193</box>
lottery-note <box>616 2240 987 2255</box>
short-news-title: ΕΙΣ ΤΗ ΣΥΝΟΡΑ ΤΗΣ ΚΑΜΠΟΤΖΗΣ <box>410 904 587 917</box>
article-body <box>616 1630 987 1935</box>
article-text: ΧΑΜΠΣΑΪΡ, 22, (Ἀσσ. Πρές). — Αἰωνόβιος κάτοικος τῆς περιοχῆς ἐδήλωσεν ὅτι ὁ κόσμος ἔχει ἀλλάξει πολύ, ὄχι πάντοτε πρὸς τὸ καλύτερον. <box>1001 1549 1184 1598</box>
pakistan-headline-1: Κῦμα ἀπεργιῶν εἰς τὸ Πακιστὰν <box>1076 1842 1483 1876</box>
section-headline-railways: ΗΥΞΗΘΗΣΑΝ ΟΛΑ ΤΑ ΔΡΟΜΟΛΟΓΙΑ ΤΩΝ ΣΙΔΗΡΟΔΡΟΜΩΝ <box>85 1357 529 1374</box>
short-news-title: ΤΟ ΠΕΡΟΥ ΚΡΑΤΙΚΟΠΟΙΕΙ ΤΑΣ ΒΙΟΜΗΧΑΝΙΑΣ ΤΩΝ ΜΕΤΑΛΛΕΥΜΑΤΩΝ <box>1014 1421 1172 1458</box>
article-body <box>6 1397 608 1495</box>
bombs-headline-1: Καὶ νέαι εὑρήσεις βομβῶν <box>16 1685 256 1755</box>
lottery-row: 67100 68477 70010 75542 <box>624 2206 793 2219</box>
article-text: ΤΕΛ ΑΒΙΒ, 22, (Ηνωμ. Τύποι). — Ἡ κυβέρνησις τοῦ Ἰσραὴλ ἀπέρριψε κατηγορηματικῶς τὸ νέον σχέδιον τῶν Ἡνωμένων Πολιτειῶν διὰ τὴν εἰρηνικὴν διευθέτησιν τῆς κρίσεως εἰς τὴν Μέσην Ἀνατολήν. Ἡ πρωθυπουργὸς κυρία Γκόλντα Μέιρ ἐδήλωσεν ὅτι τὸ σχέδιον ὑπονομεύει τὴν ἀσφάλειαν τῆς χώρας. Καὶ αἱ ἀραβικαὶ χῶραι ἐπέκριναν τὸ σχέδιον ὡς ἀνεπαρκές. <box>1001 324 1180 448</box>
article-text: ΚΑΪΡΟΝ, 22, (Ρόϊτερ). — Ὁ Αἰγύπτιος ὑπουργὸς τῶν Ἐξωτερικῶν ἐδήλωσεν ὅτι ἡ χώρα του δὲν θὰ δεχθῇ λύσιν ἡ ὁποία δὲν προβλέπει πλήρη ἀποχώρησιν τῶν ἰσραηλινῶν στρατευμάτων. <box>1189 388 1370 450</box>
article-text: Ὅλοι οἱ λῆγοντες εἰς 1 κερδίζουν 40 δρχ. <box>632 2240 803 2251</box>
article-text: ΠΡΑΓΑ, 22, (Ηνωμ. Τύποι). — Ὁ ἐκπρόσωπος τῆς τσεχοσλοβακικῆς κυβερνήσεως ἠρνήθη τὰς κατηγορίας περὶ ἀντισημιτισμοῦ εἰς τὰς κρατικὰς ὑπηρεσίας. Ὑπεστήριξεν ὅτι αἱ ἀλλαγαὶ προσώπων ὀφείλονται εἰς πολιτικοὺς καὶ ὄχι εἰς φυλετικοὺς λόγους. <box>622 1721 797 1808</box>
article-text: ΣΑΪΓΚΟΝ, 22, (Ἀσσ. Πρές). — Ὁ Ἀνόι ἐδήλωσεν ὅτι εἶναι πρόθυμον νὰ συζητήσῃ τὸ θέμα τῶν αἰχμαλώτων πολέμου ἐφ' ὅσον αἱ Ἡνωμέναι Πολιτεῖαι δεχθοῦν τὰς προτάσεις του. <box>807 297 981 359</box>
antisemitism-headline: ΟΥΔΕΝ ΙΧΝΟΣ ΑΝΤΙΣΗΜΙΤΙΣΜΟΥ ΠΑΡΑΤΗΡΕΙΤΑΙ ΕΙΣ ΤΑΣ ΑΡΧΑΣ ΤΗΣ ΤΣΕΧΙΚΗΣ ΚΥΒΕΡΝΗΣΕΩΣ <box>631 1592 972 1625</box>
subheading: ΚΑΤΑΡΓΕΙΤΑΙ ΕΚΚΩΤΙΠΕΡΣΙΟ <box>633 271 786 284</box>
article-text: ΤΕΛ ΑΒΙΒ, 22, (Ἀσσ. Πρές). — Ἰσραηλινοὶ καταδρομεῖς ἐπετέθησαν κατὰ αἰγυπτιακῆς βάσεως εἰς τὴν περιοχὴν τῆς διώρυγος τοῦ Σουέζ καὶ κατέστρεψαν ἐγκαταστάσεις ραντάρ. Ὅλοι οἱ καταδρομεῖς ἐπέστρεψαν σῶοι εἰς τὰς βάσεις των. <box>1001 965 1180 1053</box>
article-text: Κατηρτίσθη τὸ πρόγραμμα τῶν κυνηγετικῶν ἐκδηλώσεων εἰς τὴν περιοχὴν τοῦ Ἕβρου, αἱ ὁποῖαι θὰ διοργανωθοῦν διὰ δεύτερον κατὰ σειρὰν ἔτος. Εἰς αὐτὰς θὰ λάβουν μέρος κυνηγοὶ ἐξ ὅλης τῆς Ἑλλάδος καὶ τοῦ ἐξωτερικοῦ. Ὁ τουρισμὸς θὰ ὠφεληθῇ σημαντικῶς. <box>12 1544 402 1606</box>
article-text: ΒΡΥΞΕΛΛΑΙ, 22, (Ἀσσ. Πρές). — Τὸ Συμβούλιον τῶν ὑπουργῶν τῆς ΕΟΚ συνεφώνησεν εἰς τὴν δημιουργίαν ἰδίων πόρων τῆς Κοινότητος, οἱ ὁποῖοι θὰ ἀντικαταστήσουν σταδιακῶς τὰς ἐθνικὰς εἰσφοράς. Ἡ ἀπόφασις θεωρεῖται σημαντικὸν βῆμα πρὸς τὴν πολιτικὴν ἑνοποίησιν. <box>807 772 981 871</box>
subheading: ΜΕΤΑΦΟΡΑΙ ΕΙΣ ΤΟΝ ΣΤΡΑΤΟΝ <box>1387 900 1549 912</box>
column-rule <box>612 0 613 2324</box>
section-headline-hunting: ΘΑ ΟΡΓΑΝΩΘΟΥΝ ΔΙΑ ΔΕΥΤΕΡΟΝ ΚΑΤΑ ΣΕΙΡΑΝ ΕΤΟΣ <box>101 1504 513 1522</box>
article-text: ΛΑ ΠΑΖ, 22, (Ἀσσ. Πρές). — Ἡ κυβέρνησις τῆς Βολιβίας ἀπεφάσισε νὰ χορηγήσῃ ἀμνηστίαν εἰς τὸν Γάλλον συγγραφέα, ὁ ὁποῖος ἐκρατεῖτο διὰ συμμετοχὴν εἰς ἀντάρτικα τμήματα. <box>1189 954 1370 1015</box>
short-news-title: ΜΟΡΦΩΤΙΚΗ ΣΥΜΦΩΝΙΑ ΜΕΤΑΞΥ ΣΟΥΔΑΝ ΚΑΙ ΓΑΛΛΙΑΣ <box>410 1173 587 1198</box>
subheading: ΚΑΙ ΓΑΛΛΙΚΟΝ ΣΧΕΔΙΟΝ <box>1216 372 1343 385</box>
short-news-title: ΑΝΑΚΟΙΝΩΘΕΝ ΤΟΥ ΟΙΚΟΥ ΤΟΥ ΑΝΤΙΒΑΣΙΛΕΩΣ <box>1008 1633 1177 1658</box>
article-text: ΣΑΪΓΚΟΝ, 22, (Ἀσσ. Πρές). — Ἡ βάσις πυρὸς βόρειος τῆς πόλεως ἐδέχθη ἐπίθεσιν ὅλμων. Αἱ ἀπώλειαι ἦσαν ἐλαφραί. Εἰς τὴν περιοχὴν τοῦ Δέλτα συνελήφθησαν ὕποπτοι. <box>12 1112 192 1174</box>
signature: Γ. ΠΑΠΑΔΟΠΟΥΛΟΣ <box>1042 1717 1142 1730</box>
subheading: ΔΙΑΣΚΕΨΙΣ ΤΟΥ ΣΟΣΜΑΝ <box>643 811 776 824</box>
bombs-headline-3: τὸ κέντρον τῆς Ν. Ὑόρκης <box>18 1784 254 1853</box>
subheading: ΕΙΣ ΠΙΕΡΙΑΝ <box>1251 1705 1316 1718</box>
article-body <box>995 857 1564 1368</box>
lottery-row: 23524 26999 28602 30236 <box>624 2137 793 2149</box>
article-body <box>6 193 608 738</box>
article-text: ΝΕΑ ΥΟΡΚΗ, 22, (Ηνωμ. Τύποι). — Νέαι ἐκρήξεις βομβῶν ἐσημειώθησαν τὴν νύκτα εἰς τὸ κέντρον τῆς Νέας Ὑόρκης. Ἡ ἀστυνομία ἀνεκάλυψε καὶ ἐξουδετέρωσε δύο ἀκόμη ἐκρηκτικοὺς μηχανισμοὺς εἰς κτίρια τοῦ Μανχάτταν. Αἱ ζημίαι εἶναι μικραί. Ἡ ἔρευνα συνεχίζεται. <box>312 1912 602 1974</box>
lottery-numbers <box>616 1996 987 2241</box>
lottery-intro <box>616 1968 987 1996</box>
article-body <box>616 706 987 922</box>
section-headline-railways-2: ΠΡΟΣ ΚΑΛΥΨΙΝ ΕΚΤΑΚΤΩΝ ΑΝΑΓΚΩΝ ΛΟΓΩ ΤΩΝ ΕΟΡΤΩΝ <box>82 1376 532 1394</box>
article-text: ΝΕΑ ΥΟΡΚΗ, 22, (Ηνωμ. Τύποι). — Νέαι ἐκρήξεις βομβῶν ἐσημειώθησαν τὴν νύκτα εἰς τὸ κέντρον τῆς Νέας Ὑόρκης. Ἡ ἀστυνομία ἀνεκάλυψε καὶ ἐξουδετέρωσε δύο ἀκόμη ἐκρηκτικοὺς μηχανισμοὺς εἰς κτίρια τοῦ Μανχάτταν. Αἱ ζημίαι εἶναι μικραί. Ἡ ἔρευνα συνεχίζεται. <box>272 1683 433 1795</box>
article-text: ΑΘΗΝΑΙ, 22. — Οἱ ΣΕΚ ἀνακοινοῦν ὅτι ἐν ὄψει τῶν ἑορτῶν τῶν Χριστουγέννων καὶ τοῦ Νέου Ἔτους ηὐξήθησαν ὅλα τὰ δρομολόγια τῶν ἀμαξοστοιχιῶν διὰ τὴν καλύτερον ἐξυπηρέτησιν τοῦ ταξιδεύοντος κοινοῦ. Θὰ κυκλοφορήσουν ἔκτακτοι ἀμαξοστοιχίαι πρὸς Θεσσαλονίκην, Πελοπόννησον καὶ Βόρειον Ἑλλάδα. <box>12 1396 402 1471</box>
article-body <box>394 829 602 895</box>
article-text: ΒΙΕΝΤΙΑΝΗ, 22, (Ηνωμ. Τύποι). — Αἱ κυβερνητικαὶ δυνάμεις ἀνέφεραν ἐπιτυχίας εἰς τὴν περιοχὴν τῆς Πεδιάδος τῶν Ἀγγείων. Ὁ ἐχθρὸς ὑπεχώρησε πρὸς τὰ βόρεια ἀφήσας ὀπλισμόν. <box>201 954 383 1015</box>
pakistan-headline <box>995 1843 1564 1937</box>
subheading: ΠΡΟΘΥΜΟΝ ΤΟ ΑΝΟΙ <box>654 418 765 431</box>
article-text: ΠΑΡΙΣΙΟΙ, 22, (Ρόϊτερ). — Τὸ Σουδὰν καὶ ἡ Γαλλία ὑπέγραψαν σήμερον συμφωνίαν μορφωτικῆς συνεργασίας, ἡ ὁποία προβλέπει ἀνταλλαγὴν καθηγητῶν καὶ φοιτητῶν. <box>394 1200 603 1249</box>
subheading: ΑΛΛΑΙ ΕΠΙΧΕΙΡΗΣΕΙΣ <box>1035 950 1146 962</box>
article-text: ΠΡΑΓΑ, 22, (Ηνωμ. Τύποι). — Ὁ ἐκπρόσωπος τῆς τσεχοσλοβακικῆς κυβερνήσεως ἠρνήθη τὰς κατηγορίας περὶ ἀντισημιτισμοῦ εἰς τὰς κρατικὰς ὑπηρεσίας. Ὑπεστήριξεν ὅτι αἱ ἀλλαγαὶ προσώπων ὀφείλονται εἰς πολιτικοὺς καὶ ὄχι εἰς φυλετικοὺς λόγους. <box>622 1629 797 1717</box>
cold-headline: ΔΡΙΜΥ ΨΥΧΟΣ ΕΙΣ ΤΗΝ ΒΟΡΕΙΟΝ ΕΛΛΑΔΑ <box>1227 1605 1529 1623</box>
brandt-subheadline: ΜΕΤΑΒΑΛΛΕΤΑΙ ΟΥΣΙΑΣΤΙΚΩΣ Η ΣΤΡΑΤΙΩΤΙΚΗ ΙΣΟΡΡΟΠΙΑ <box>673 96 930 135</box>
article-text: ΣΑΪΓΚΟΝ, 22, (Ἀσσ. Πρές). — Ὁ Ἀνόι ἐδήλωσεν ὅτι εἶναι πρόθυμον νὰ συζητήσῃ τὸ θέμα τῶν αἰχμαλώτων πολέμου ἐφ' ὅσον αἱ Ἡνωμέναι Πολιτεῖαι δεχθοῦν τὰς προτάσεις του. <box>622 140 981 471</box>
middle-column <box>616 0 987 2255</box>
article-text: ΤΕΛ ΑΒΙΒ, 22, (Ηνωμ. Τύποι). — Ἡ κυβέρνησις τοῦ Ἰσραὴλ ἀπέρριψε κατηγορηματικῶς τὸ νέον σχέδιον τῶν Ἡνωμένων Πολιτειῶν διὰ τὴν εἰρηνικὴν διευθέτησιν τῆς κρίσεως εἰς τὴν Μέσην Ἀνατολήν. Ἡ πρωθυπουργὸς κυρία Γκόλντα Μέιρ ἐδήλωσεν ὅτι τὸ σχέδιον ὑπονομεύει τὴν ἀσφάλειαν τῆς χώρας. Καὶ αἱ ἀραβικαὶ χῶραι ἐπέκριναν τὸ σχέδιον ὡς ἀνεπαρκές. <box>1189 195 1558 496</box>
article-text: ΚΑΪΡΟΝ, 22, (Ρόϊτερ). — Ὁ Αἰγύπτιος ὑπουργὸς τῶν Ἐξωτερικῶν ἐδήλωσεν ὅτι ἡ χώρα του δὲν θὰ δεχθῇ λύσιν ἡ ὁποία δὲν προβλέπει πλήρη ἀποχώρησιν τῶν ἰσραηλινῶν στρατευμάτων. <box>1379 299 1558 361</box>
article-body <box>394 1110 602 1163</box>
article-text: ΠΑΡΙΣΙΟΙ, 22, (Ηνωμ. Τύποι). — Ὁ ἀρχηγὸς τῆς βορειοβιετναμικῆς ἀντιπροσωπείας εἰς τὰς εἰρηνευτικὰς συνομιλίας τῶν Παρισίων κ. Ξουὰν Θουὰν ἐδήλωσεν ὅτι ἐξετάζεται ἡ ἀναστολὴ τῶν συνεδριάσεων, ἐὰν ἡ ἀμερικανικὴ πλευρὰ δὲν μεταβάλῃ τὴν στάσιν της ἔναντι τῶν βασικῶν ζητημάτων. Ὁ κ. Ξουὰν Θουὰν ἀπέφυγε νὰ καθορίσῃ χρονικὸν ὅριον, ἐτόνισε ὅμως ὅτι ἡ ὑπομονὴ τῆς κυβερνήσεώς του δὲν εἶναι ἀπεριόριστος. — Ἐν τῷ μεταξύ, εἰς τὸ Νότιον Βιετνὰμ ἐσημειώθησαν μόνον ἀψιμαχίαι μικρᾶς ἐκτάσεως. <box>212 193 602 525</box>
lottery-headline: ΟΙ ΚΕΡΔΙΖΟΝΤΕΣ ΑΡΙΘΜΟΙ ΤΟΥ ΛΑ-Ι-ΚΟΥ ΛΑΧΕΙΟΥ <box>633 1945 970 1962</box>
article-text: ΑΘΗΝΑΙ, 22. — Ὁ Πρόεδρος τῆς Κυβερνήσεως ἀπηύθυνε πρὸς τοὺς ἀπανταχοῦ τῆς γῆς ὁμογενεῖς θερμὸν μήνυμα ἐπ' εὐκαιρίᾳ τῶν ἑορτῶν τῶν Χριστουγέννων καὶ τοῦ Νέου Ἔτους, τονίζων τὴν σημασίαν τῆς συνεχοῦς ἐπαφῆς των μὲ τὴν μητέρα Πατρίδα. <box>1194 1417 1560 1557</box>
subheading: ΕΙΣ ΤΟΝ ΧΟΥΣΕΪΝ <box>1232 226 1326 238</box>
short-news-title: Η ΤΣΑΚΥ ΑΝΔΗ ΕΙΣ ΤΟ ΛΟΝΔΙΝΟΝ <box>1003 1612 1182 1625</box>
article-body <box>394 1200 602 1253</box>
lottery-row: 20076 63787 16521 81244 <box>624 2033 793 2045</box>
article-text: Θερμοκρασίαι: Ἡράκλειον 9—15, Θεσσαλονίκη 0—6, Κοζάνη -4—2. Εἰς τὴν Πιερίαν τὸ ὕψος τῆς χιόνος ἔφθασε τὰ 30 ἑκατοστά. <box>1194 1650 1560 1745</box>
article-text: ΟΥΑΣΙΓΚΤΩΝ, 22, (Ηνωμ. Τύποι). — Ὁ καγκελλάριος τῆς Δυτικῆς Γερμανίας κ. Μπράντ προειδοποίησεν τὰς Ἡνωμένας Πολιτείας ὅτι μονομερὴς ἀποχώρησις τῶν ἀμερικανικῶν δυνάμεων ἐκ τῆς Εὐρώπης θὰ μεταβάλῃ οὐσιαστικῶς τὴν στρατιωτικὴν ἰσορροπίαν εἰς βάρος τῆς Δύσεως. Ὁ κ. Μπράντ ὑπεστήριξεν ὅτι τυχὸν μείωσις πρέπει νὰ εἶναι ἀμοιβαία καὶ ἰσόρροπος. <box>622 287 797 412</box>
bombs-headline <box>6 1684 266 1857</box>
short-news-title: Ο ΜΑΚΑΡΙΟΣ ΕΙΔΕ ΤΟΝ ΝΕΟΝ ΔΙΟΙΚΗΤΗΝ ΤΗΣ ΔΙΕΘΝΟΥΣ ΔΥΝΑΜΕΩΣ <box>395 982 602 1007</box>
lottery-row: 71120 16093 84574 56451 <box>624 2015 793 2028</box>
article-text: ΤΕΛ ΑΒΙΒ, 22, (Ἀσσ. Πρές). — Ἰσραηλινοὶ καταδρομεῖς ἐπετέθησαν κατὰ αἰγυπτιακῆς βάσεως εἰς τὴν περιοχὴν τῆς διώρυγος τοῦ Σουέζ καὶ κατέστρεψαν ἐγκαταστάσεις ραντάρ. Ὅλοι οἱ καταδρομεῖς ἐπέστρεψαν σῶοι εἰς τὰς βάσεις των. <box>1189 856 1558 1087</box>
lottery-row: Ἀνὰ 2.000 δρχ. κερδίζουν οἱ: <box>624 1997 806 2010</box>
headline-line-2: ΠΡΟΣΕΧΗ ΑΠΟΧΩΡΗΣΙΝ ΤΩΝ <box>112 42 504 83</box>
article-text: ΟΥΑΣΙΓΚΤΩΝ, 22, (Ηνωμ. Τύποι). — Ὁ στρατιωτικὸς εἰσαγγελεὺς ἀνεκοίνωσεν ὅτι ὁ στρατηγὸς ὁ ὁποῖος διοικοῦσε τὴν μεραρχίαν κατὰ τὴν ἐποχὴν τῶν γεγονότων θὰ ἀνακριθῇ ἐκ νέου. Ἡ ἀνάκρισις ἀφορᾷ τὰς καταγγελίας περὶ ἀποσιωπήσεως τῆς σφαγῆς ἀμάχων εἰς χωρίον τοῦ Νοτίου Βιετνάμ. Ὁ στρατηγὸς ἐδήλωσεν ὅτι δὲν εἶχεν ἐνημερωθῆ ποτὲ ἐπισήμως. <box>12 798 192 909</box>
producer-death-headline: ΑΠΕΘΑΝΕ ΣΥΝΕΠΕΙΑ ΚΑΡΔΙΑΚΟΥ ΝΟΣΗΜΑΤΟΣ Ο ΠΑΡΑΓΩΓΟΣ ΤΩΝ ΤΑΙΝΙΩΝ ΤΗΣ Μ. ΝΤΗΤΡΙΧ <box>636 1342 968 1374</box>
article-text: ΜΙΘΓΚΟΤΑ, 22, (Ἀσσ. Πρές). — Δύο μοναχαὶ ἀπώλεσαν τὴν ζωήν των καὶ τρεῖς ἄλλαι ἐτραυματίσθησαν σοβαρῶς ὅταν τὸ αὐτοκίνητόν των συνεκρούσθη μετὰ φορτηγοῦ εἰς ὁδὸν τῆς περιοχῆς. <box>394 829 603 891</box>
raid-headline: ΕΠΙΔΡΟΜΗ ΙΣΡΑΗΛΙΝΩΝ ΣΑΜΠΟΤΕΡ ΕΝΑΝΤΙΟΝ ΒΑΣΕΩΣ ΤΩΝ ΑΙΓΥΠΤΙΩΝ <box>998 792 1470 850</box>
